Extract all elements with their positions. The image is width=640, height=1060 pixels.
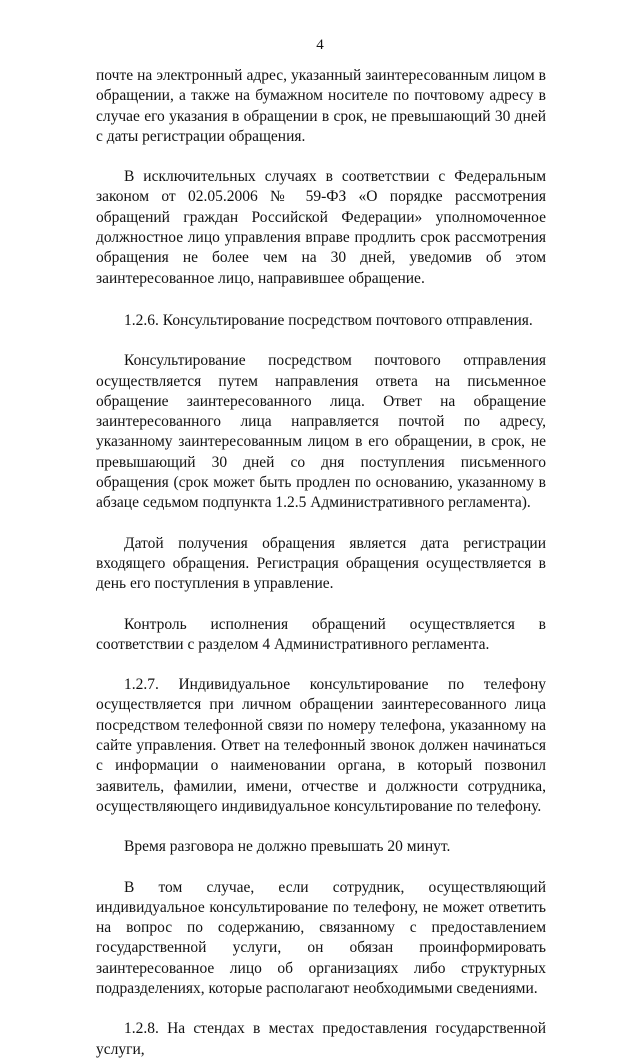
section-heading-1-2-6: 1.2.6. Консультирование посредством почтового отправления. <box>124 311 533 329</box>
paragraph-postal-consulting: Консультирование посредством почтового отправления осуществляется путем направления ответа на письменное обращение заинтересованного лица. Ответ на обращение заинтересованного лица направляется почтой по адресу, указанному заинтересованным лицом в его обращении, в срок, не превышающий 30 дней со дня поступления письменного обращения (срок может быть продлен по основанию, указанному в абзаце седьмом подпункта 1.2.5 Административного регламента). <box>96 352 546 512</box>
page-body <box>96 66 546 1060</box>
paragraph-extension-of-term: В исключительных случаях в соответствии с Федеральным законом от 02.05.2006 № 59-ФЗ «О порядке рассмотрения обращений граждан Российской Федерации» уполномоченное должностное лицо управления вправе продлить срок рассмотрения обращения не более чем на 30 дней, уведомив об этом заинтересованное лицо, направившее обращение. <box>96 168 546 287</box>
paragraph-call-duration: Время разговора не должно превышать 20 минут. <box>124 838 451 856</box>
paragraph-redirect-info: В том случае, если сотрудник, осуществляющий индивидуальное консультирование по телефону, не может ответить на вопрос по содержанию, связанному с предоставлением государственной услуги, он обязан проинформировать заинтересованное лицо об организациях либо структурных подразделениях, которые располагают необходимыми сведениями. <box>96 878 546 997</box>
paragraph-receipt-date: Датой получения обращения является дата регистрации входящего обращения. Регистрация обращения осуществляется в день его поступления в управление. <box>96 534 546 593</box>
section-1-2-7-phone-consulting: 1.2.7. Индивидуальное консультирование по телефону осуществляется при личном обращении заинтересованного лица посредством телефонной связи по номеру телефона, указанному на сайте управления. Ответ на телефонный звонок должен начинаться с информации о наименовании органа, в который позвонил заявитель, фамилии, имени, отчестве и должности сотрудника, осуществляющего индивидуальное консультирование по телефону. <box>96 676 546 815</box>
section-1-2-8-stands: 1.2.8. На стендах в местах предоставления государственной услуги, <box>96 1020 546 1058</box>
paragraph-control: Контроль исполнения обращений осуществляется в соответствии с разделом 4 Административного регламента. <box>96 615 546 653</box>
page-number: 4 <box>316 37 324 53</box>
paragraph-continuation: почте на электронный адрес, указанный заинтересованным лицом в обращении, а также на бумажном носителе по почтовому адресу в случае его указания в обращении в срок, не превышающий 30 дней с даты регистрации обращения. <box>96 67 546 145</box>
